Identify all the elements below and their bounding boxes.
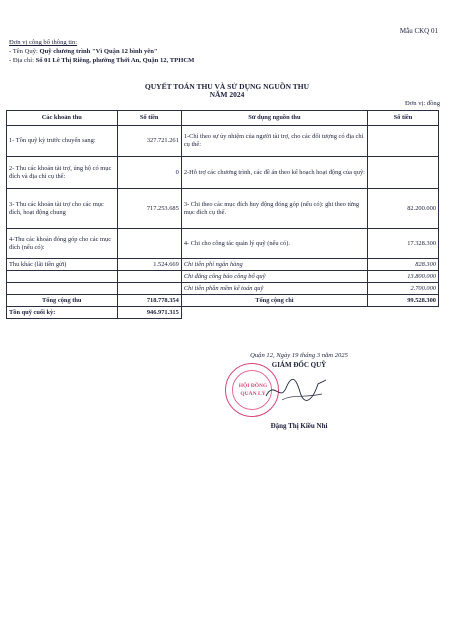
currency-unit: Đơn vị: đồng bbox=[405, 100, 440, 107]
income-amount-cell: 0 bbox=[117, 157, 181, 189]
use-amount-cell: 82.200.000 bbox=[367, 189, 438, 229]
settlement-table bbox=[6, 110, 439, 319]
use-cell: 1-Chỉ theo sự ủy nhiệm của người tài trợ, cho các đối tượng có địa chỉ cụ thể: bbox=[181, 126, 367, 157]
table-row bbox=[7, 126, 439, 157]
income-cell: Thu khác (lãi tiền gửi) bbox=[7, 259, 118, 271]
signer-name: Đặng Thị Kiều Nhi bbox=[270, 422, 328, 430]
signer-role: GIÁM ĐỐC QUỸ bbox=[271, 361, 327, 369]
empty-cell bbox=[367, 307, 438, 319]
use-amount-cell: 17.328.300 bbox=[367, 229, 438, 259]
income-cell bbox=[7, 271, 118, 283]
address: Số 01 Lê Thị Riêng, phường Thới An, Quận 12, TPHCM bbox=[35, 57, 195, 64]
use-cell: 3- Chi theo các mục đích huy động đóng góp (nếu có): ghi theo từng mục đích cụ thể. bbox=[181, 189, 367, 229]
form-code: Mẫu CKQ 01 bbox=[399, 27, 438, 35]
fund-name: Quỹ chương trình "Vì Quận 12 bình yên" bbox=[39, 48, 158, 55]
empty-cell bbox=[181, 307, 367, 319]
ending-balance-label: Tồn quỹ cuối kỳ: bbox=[7, 307, 118, 319]
seal-line-1: HỘI ĐỒNG bbox=[238, 383, 268, 389]
use-cell: 4- Chi cho công tác quản lý quỹ (nếu có). bbox=[181, 229, 367, 259]
use-amount-cell bbox=[367, 157, 438, 189]
use-amount-cell: 13.800.000 bbox=[367, 271, 438, 283]
table-row bbox=[7, 259, 439, 271]
signing-date: Quận 12, Ngày 19 tháng 3 năm 2025 bbox=[250, 352, 348, 359]
income-amount-cell bbox=[117, 229, 181, 259]
table-row bbox=[7, 157, 439, 189]
header-use-of-funds: Sử dụng nguồn thu bbox=[181, 111, 367, 126]
use-cell: 2-Hỗ trợ các chương trình, các đề án theo kế hoạch hoạt động của quỹ: bbox=[181, 157, 367, 189]
income-amount-cell bbox=[117, 271, 181, 283]
income-amount-cell bbox=[117, 283, 181, 295]
total-spend-amount: 99.528.300 bbox=[367, 295, 438, 307]
ending-balance-row bbox=[7, 307, 439, 319]
income-cell: 2- Thu các khoản tài trợ, ủng hộ có mục đích và địa chỉ cụ thể: bbox=[7, 157, 118, 189]
report-year: NĂM 2024 bbox=[209, 90, 245, 99]
income-amount-cell: 1.524.669 bbox=[117, 259, 181, 271]
income-cell: 4-Thu các khoản đóng góp cho các mục đích (nếu có): bbox=[7, 229, 118, 259]
use-amount-cell: 828.300 bbox=[367, 259, 438, 271]
total-income-amount: 718.778.354 bbox=[117, 295, 181, 307]
table-row bbox=[7, 189, 439, 229]
publisher-info bbox=[9, 38, 194, 65]
handwritten-signature bbox=[262, 372, 332, 408]
income-cell: 1- Tồn quỹ kỳ trước chuyển sang: bbox=[7, 126, 118, 157]
totals-row bbox=[7, 295, 439, 307]
table-row bbox=[7, 283, 439, 295]
ending-balance-amount: 946.971.315 bbox=[117, 307, 181, 319]
publisher-heading: Đơn vị công bố thông tin: bbox=[9, 39, 78, 46]
fund-label: - Tên Quỹ: bbox=[9, 48, 38, 55]
address-label: - Địa chỉ: bbox=[9, 57, 34, 64]
table-header-row bbox=[7, 111, 439, 126]
table-row bbox=[7, 229, 439, 259]
report-title: QUYẾT TOÁN THU VÀ SỬ DỤNG NGUỒN THU bbox=[144, 82, 310, 91]
income-amount-cell: 327.721.261 bbox=[117, 126, 181, 157]
address-line bbox=[9, 56, 194, 65]
income-cell bbox=[7, 283, 118, 295]
header-use-amount: Số tiền bbox=[367, 111, 438, 126]
use-amount-cell bbox=[367, 126, 438, 157]
use-cell: Chi tiền phí ngân hàng bbox=[181, 259, 367, 271]
table-row bbox=[7, 271, 439, 283]
header-income-amount: Số tiền bbox=[117, 111, 181, 126]
use-amount-cell: 2.700.000 bbox=[367, 283, 438, 295]
total-spend-label: Tổng cộng chi bbox=[181, 295, 367, 307]
use-cell: Chi tiền phần mềm kế toán quỹ bbox=[181, 283, 367, 295]
income-amount-cell: 717.253.685 bbox=[117, 189, 181, 229]
use-cell: Chi đăng công báo công bố quỹ bbox=[181, 271, 367, 283]
total-income-label: Tổng cộng thu bbox=[7, 295, 118, 307]
header-income-items: Các khoản thu bbox=[7, 111, 118, 126]
income-cell: 3- Thu các khoản tài trợ cho các mục đích, hoạt động chung bbox=[7, 189, 118, 229]
fund-name-line bbox=[9, 47, 194, 56]
seal-line-2: QUẢN LÝ bbox=[240, 391, 266, 397]
